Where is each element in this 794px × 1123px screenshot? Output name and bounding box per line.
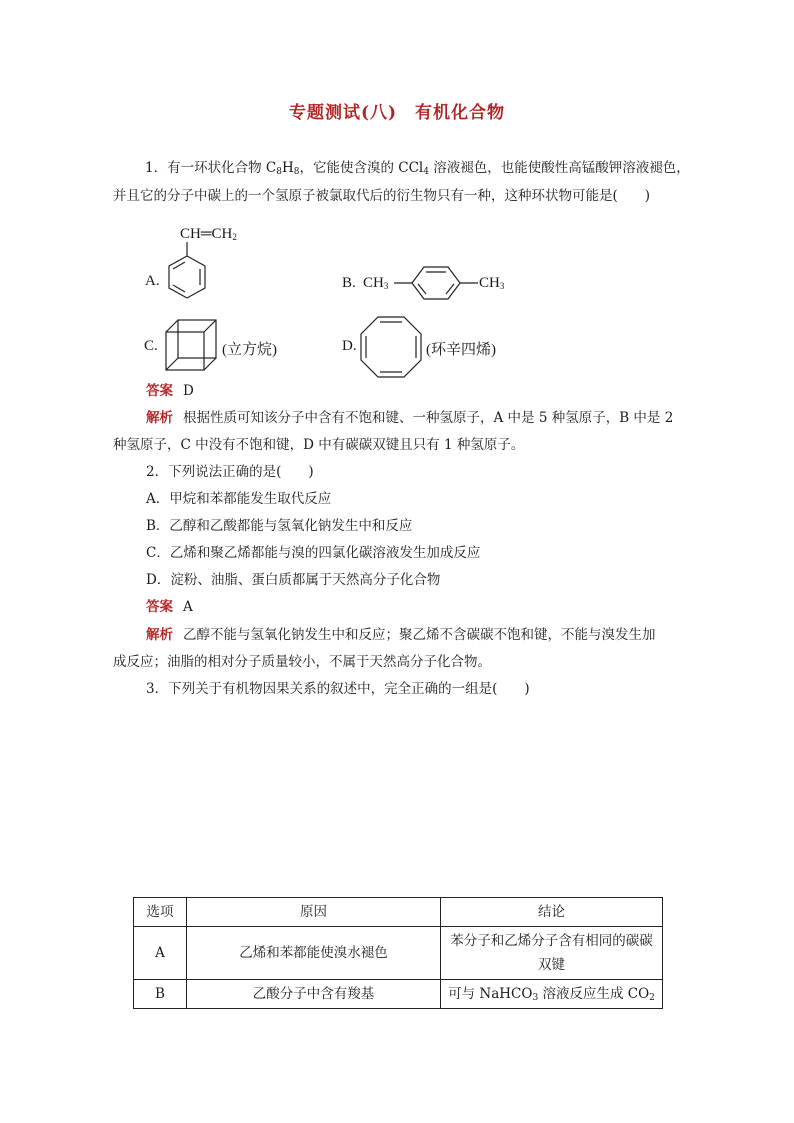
conclusion-text: 可与 NaHCO	[448, 986, 533, 1002]
methyl-text: CH	[479, 275, 500, 291]
cell-reason: 乙酸分子中含有羧基	[187, 980, 441, 1009]
q1-stem-text-a: 1．有一环状化合物 C	[145, 160, 277, 176]
q1-option-b-methyl-right	[479, 275, 504, 292]
explanation-text: 乙醇不能与氢氧化钠发生中和反应；聚乙烯不含碳碳不饱和键，不能与溴发生加	[183, 627, 656, 643]
cell-option: A	[134, 927, 187, 980]
benzene-ring-structure	[165, 242, 211, 308]
header-option: 选项	[134, 898, 187, 927]
q1-explanation-line2: 种氢原子，C 中没有不饱和键，D 中有碳碳双键且只有 1 种氢原子。	[113, 437, 525, 453]
cubane-structure	[164, 318, 220, 374]
q2-stem: 2．下列说法正确的是( )	[146, 464, 314, 480]
methyl-sub: 3	[499, 281, 505, 291]
methyl-sub: 3	[383, 281, 389, 291]
explanation-label: 解析	[146, 627, 173, 643]
ring-outline	[361, 317, 421, 377]
q1-option-a-vinyl-group	[180, 226, 237, 243]
table-row	[134, 927, 663, 980]
para-xylene-ring-structure	[394, 264, 480, 302]
q1-stem-text-d: 溶液褪色，也能使酸性高锰酸钾溶液褪色，	[428, 160, 690, 176]
header-reason: 原因	[187, 898, 441, 927]
cube-edge	[166, 320, 178, 332]
vinyl-sub: 2	[232, 232, 237, 242]
q2-answer	[146, 597, 193, 617]
formula-sub: 2	[649, 993, 655, 1003]
q1-stem-text-b: H	[281, 160, 294, 176]
cell-reason: 乙烯和苯都能使溴水褪色	[187, 927, 441, 980]
conclusion-text: 溶液反应生成 CO	[538, 986, 650, 1002]
cell-conclusion	[441, 980, 663, 1009]
answer-value: A	[183, 599, 193, 615]
formula-sub: 3	[532, 993, 539, 1003]
q1-option-a-label: A.	[145, 273, 160, 289]
page-title: 专题测试(八) 有机化合物	[288, 103, 506, 123]
q2-option-d: D．淀粉、油脂、蛋白质都属于天然高分子化合物	[146, 572, 441, 588]
q2-explanation-line2: 成反应；油脂的相对分子质量较小，不属于天然高分子化合物。	[113, 654, 491, 670]
q2-explanation-line1	[146, 625, 656, 645]
explanation-text: 根据性质可知该分子中含有不饱和键、一种氢原子，A 中是 5 种氢原子，B 中是 2	[183, 410, 674, 426]
q1-formula-sub: 4	[423, 167, 429, 177]
q1-option-c-label: C.	[144, 338, 158, 354]
conclusion-line: 双键	[538, 957, 565, 973]
q1-formula-sub: 8	[293, 167, 300, 177]
q1-option-c-name: (立方烷)	[222, 342, 277, 358]
cause-effect-table	[133, 897, 663, 1009]
q1-answer	[146, 381, 194, 401]
q1-stem-text-c: ，它能使含溴的 CCl	[299, 160, 424, 176]
conclusion-line: 苯分子和乙烯分子含有相同的碳碳	[450, 933, 653, 949]
header-conclusion: 结论	[441, 898, 663, 927]
q2-option-b: B．乙醇和乙酸都能与氢氧化钠发生中和反应	[146, 518, 413, 534]
q1-option-b-label: B.	[342, 275, 356, 291]
q1-option-d-name: (环辛四烯)	[426, 342, 496, 358]
q2-option-c: C．乙烯和聚乙烯都能与溴的四氯化碳溶液发生加成反应	[146, 545, 481, 561]
answer-label: 答案	[146, 599, 173, 615]
explanation-label: 解析	[146, 410, 173, 426]
q2-option-a: A．甲烷和苯都能发生取代反应	[146, 491, 332, 507]
table-row	[134, 980, 663, 1009]
q1-stem-line1	[145, 158, 690, 178]
cyclooctatetraene-structure	[358, 314, 424, 380]
answer-value: D	[183, 383, 194, 399]
methyl-text: CH	[363, 275, 384, 291]
answer-label: 答案	[146, 383, 173, 399]
q1-option-d-label: D.	[342, 338, 357, 354]
cell-conclusion	[441, 927, 663, 980]
cube-edge	[204, 358, 216, 370]
cube-edge	[166, 358, 178, 370]
vinyl-text: CH═CH	[180, 226, 233, 242]
q1-stem-line2: 并且它的分子中碳上的一个氢原子被氯取代后的衍生物只有一种，这种环状物可能是( )	[113, 188, 651, 204]
table-header-row	[134, 898, 663, 927]
cube-edge	[204, 320, 216, 332]
cell-option: B	[134, 980, 187, 1009]
q1-option-b-methyl-left	[363, 275, 388, 292]
q1-formula-sub: 8	[276, 167, 282, 177]
q1-explanation-line1	[146, 408, 673, 428]
q3-stem: 3．下列关于有机物因果关系的叙述中，完全正确的一组是( )	[146, 681, 530, 697]
